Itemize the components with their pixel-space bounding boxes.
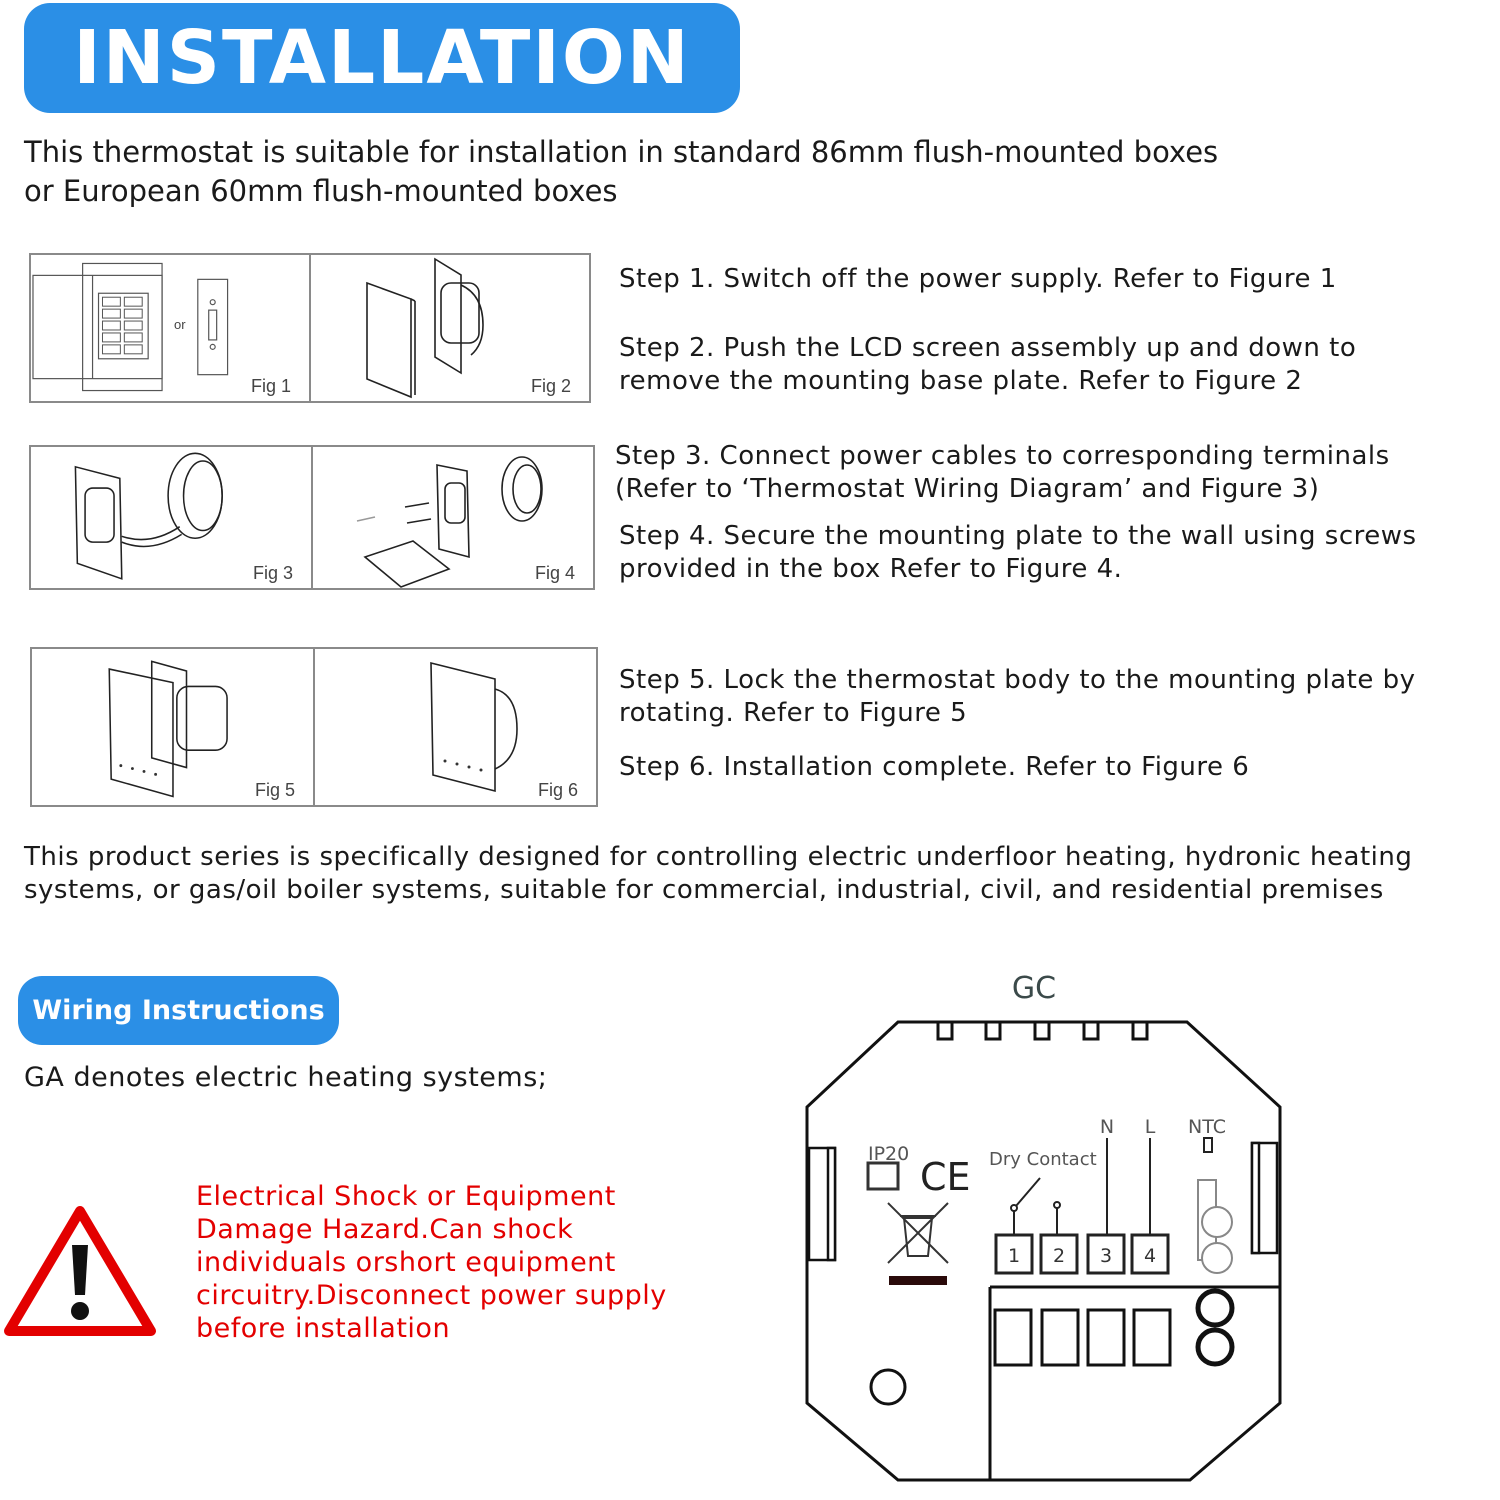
step-3-line: Step 3. Connect power cables to corresponding terminals xyxy=(615,441,1390,471)
l-label: L xyxy=(1144,1116,1156,1138)
wiring-diagram xyxy=(800,960,1300,1500)
step-4-line: provided in the box Refer to Figure 4. xyxy=(619,554,1123,584)
description-line: systems, or gas/oil boiler systems, suitable for commercial, industrial, civil, and residential premises xyxy=(24,875,1384,905)
step-5 xyxy=(619,664,1416,730)
wiring-instructions-title: Wiring Instructions xyxy=(32,995,325,1026)
ntc-label: NTC xyxy=(1188,1116,1226,1138)
figure-row-3 xyxy=(30,647,598,807)
terminal-3-label: 3 xyxy=(1099,1245,1113,1267)
figure-6 xyxy=(315,649,596,805)
weee-bar xyxy=(889,1276,947,1285)
n-label: N xyxy=(1099,1116,1115,1138)
description-line: This product series is specifically designed for controlling electric underfloor heating, hydronic heating xyxy=(24,842,1413,872)
step-2-line: remove the mounting base plate. Refer to Figure 2 xyxy=(619,366,1303,396)
figure-row-2 xyxy=(29,445,595,590)
step-2-line: Step 2. Push the LCD screen assembly up and down to xyxy=(619,333,1357,363)
figure-2 xyxy=(311,255,589,401)
figure-5 xyxy=(32,649,315,805)
ce-mark: CE xyxy=(920,1155,971,1199)
step-3-line: (Refer to ‘Thermostat Wiring Diagram’ and Figure 3) xyxy=(615,474,1320,504)
intro-text xyxy=(24,133,1218,211)
fig4-label: Fig 4 xyxy=(534,563,575,583)
intro-line: or European 60mm flush-mounted boxes xyxy=(24,174,618,208)
dry-contact-label: Dry Contact xyxy=(989,1149,1097,1170)
installation-title-banner xyxy=(24,3,740,113)
step-5-line: rotating. Refer to Figure 5 xyxy=(619,698,968,728)
warning-line: circuitry.Disconnect power supply xyxy=(196,1280,667,1311)
terminal-4-label: 4 xyxy=(1143,1245,1157,1267)
figure-1 xyxy=(31,255,311,401)
warning-line: before installation xyxy=(196,1313,451,1344)
fig1-or-label: or xyxy=(174,317,186,332)
step-1 xyxy=(619,263,1337,296)
terminal-2-label: 2 xyxy=(1052,1245,1066,1267)
step-6-line: Step 6. Installation complete. Refer to Figure 6 xyxy=(619,752,1250,782)
model-label: GC xyxy=(1011,971,1057,1006)
ip20-label: IP20 xyxy=(868,1143,910,1165)
fig1-label: Fig 1 xyxy=(250,376,291,396)
warning-line: Damage Hazard.Can shock xyxy=(196,1214,574,1245)
warning-text xyxy=(196,1180,667,1345)
step-5-line: Step 5. Lock the thermostat body to the mounting plate by xyxy=(619,665,1416,695)
warning-triangle-icon xyxy=(3,1203,157,1339)
fig2-label: Fig 2 xyxy=(530,376,571,396)
figure-row-1 xyxy=(29,253,591,403)
step-1-line: Step 1. Switch off the power supply. Refer to Figure 1 xyxy=(619,264,1337,294)
figure-3 xyxy=(31,447,313,588)
step-3 xyxy=(615,440,1390,506)
step-2 xyxy=(619,332,1356,398)
wiring-instructions-banner xyxy=(18,976,339,1045)
fig3-label: Fig 3 xyxy=(252,563,293,583)
warning-line: Electrical Shock or Equipment xyxy=(196,1181,616,1212)
step-4 xyxy=(619,520,1417,586)
figure-4 xyxy=(313,447,593,588)
fig5-label: Fig 5 xyxy=(254,780,295,800)
step-4-line: Step 4. Secure the mounting plate to the wall using screws xyxy=(619,521,1417,551)
terminal-1-label: 1 xyxy=(1007,1245,1021,1267)
intro-line: This thermostat is suitable for installation in standard 86mm flush-mounted boxes xyxy=(24,135,1219,169)
fig6-label: Fig 6 xyxy=(537,780,578,800)
step-6 xyxy=(619,751,1249,784)
installation-title: INSTALLATION xyxy=(73,15,691,101)
ga-note: GA denotes electric heating systems; xyxy=(24,1062,548,1093)
warning-line: individuals orshort equipment xyxy=(196,1247,616,1278)
product-description xyxy=(24,841,1412,907)
